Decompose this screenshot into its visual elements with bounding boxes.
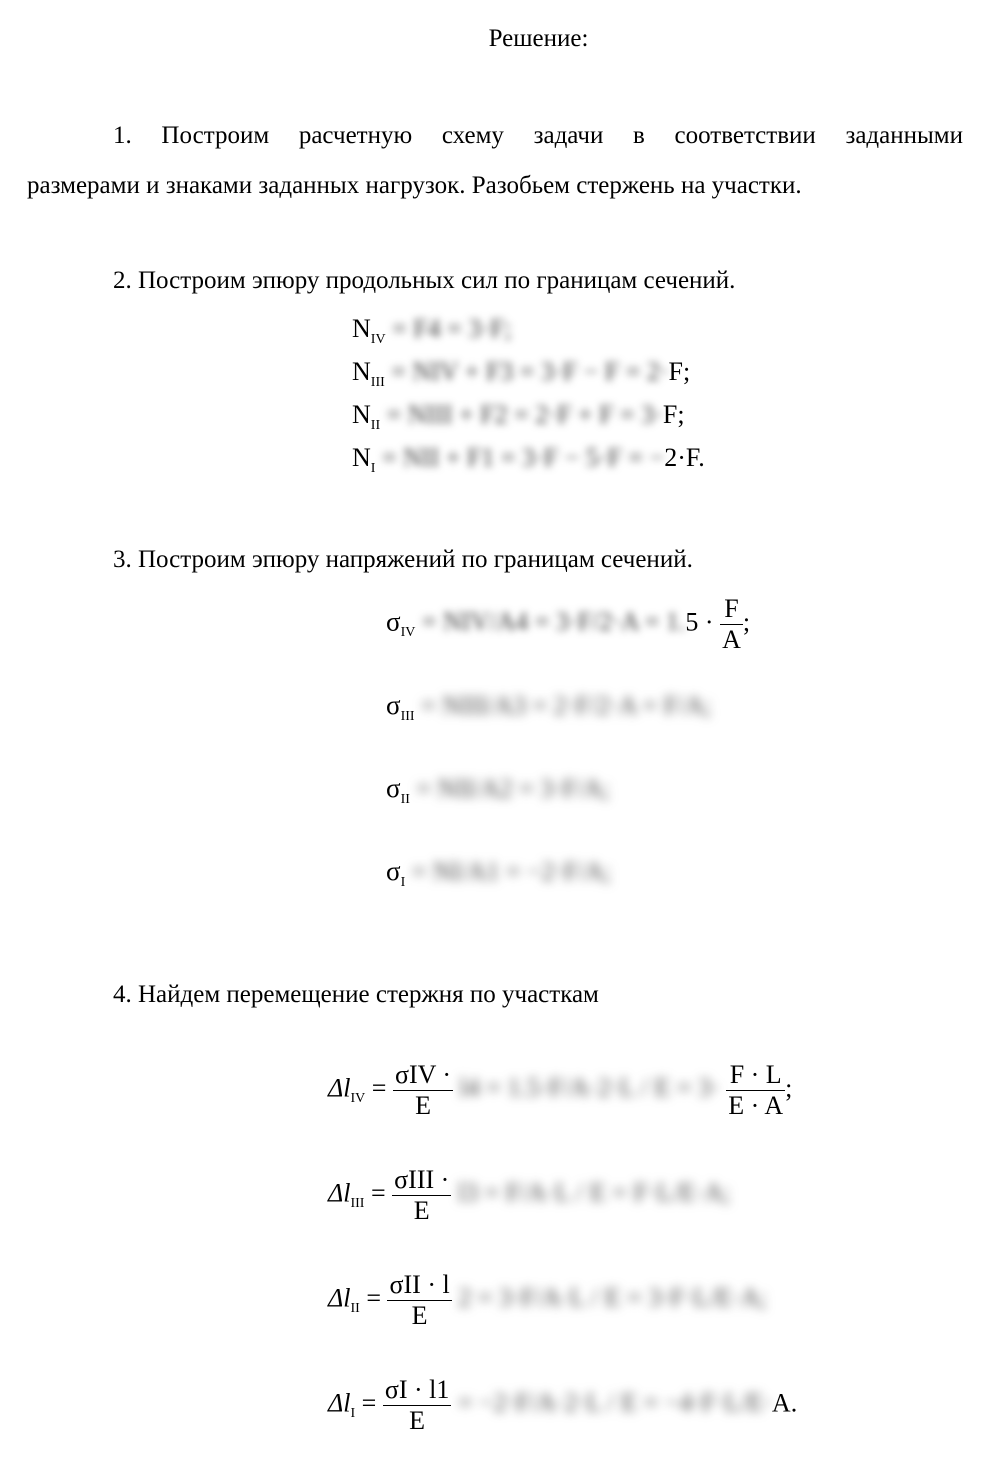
stress-eq-iii: $\sigma_{III}$ = NIII/A3 = 2·F/2·A = F/A; — [386, 690, 712, 724]
force-eq-iii: $N_{III}$ = NIV + F3 = 3·F − F = 2·F; — [352, 357, 691, 390]
step2-text: 2. Построим эпюру продольных сил по границам сечений. — [113, 267, 736, 294]
step1-text-line1: 1. Построим расчетную схему задачи в соответствии заданными — [113, 122, 963, 149]
step4-text: 4. Найдем перемещение стержня по участкам — [113, 981, 599, 1008]
page-heading: Решение: — [488, 25, 589, 52]
displacement-eq-iv: $\Delta l_{IV}$ = $\frac{\text{σIV ·}}{E}$ l4 = 1.5·F/A·2·L / E = 3· $\frac{F \cdot L}{E \cdot A}$ ; — [328, 1060, 793, 1120]
step1-text-line2: размерами и знаками заданных нагрузок. Разобьем стержень на участки. — [27, 172, 802, 199]
force-eq-iv-rhs: = F4 = 3·F; — [392, 314, 512, 343]
stress-eq-i: $\sigma_I = NI/A1 = -2\cdot F/A$; — [386, 856, 611, 890]
force-eq-ii: $N_{II}$ = NIII + F2 = 2·F + F = 3·F; — [352, 400, 685, 433]
displacement-eq-i: $\Delta l_I$ = $\frac{\sigma I \cdot l1}{E}$ = −2·F/A·2·L / E = −4·F·L/E·A. — [328, 1375, 798, 1435]
stress-eq-ii: $\sigma_{II} = NII/A2 = 3\cdot F/A$; — [386, 773, 610, 807]
stress-eq-iv: $\sigma_{IV} = NIV/A4 = 3\cdot F/2\cdot A = 1.5$ · $\frac{F}{A}$ ; — [386, 594, 751, 654]
step3-text: 3. Построим эпюру напряжений по границам сечений. — [113, 546, 693, 573]
displacement-eq-iii: $\Delta l_{III}$ = $\frac{\text{σIII ·}}{E}$ l3 = F/A·L / E = F·L/E·A; — [328, 1165, 731, 1225]
force-eq-i: $N_I$ = NII + F1 = 3·F − 5·F = −2·F. — [352, 443, 705, 476]
displacement-eq-ii: $\Delta l_{II}$ = $\frac{\text{σII · l}}{E}$ 2 = 3·F/A·L / E = 3·F·L/E·A; — [328, 1270, 767, 1330]
force-eq-iv: $N_{IV} = F4 = 3\cdot F$; — [352, 314, 512, 347]
